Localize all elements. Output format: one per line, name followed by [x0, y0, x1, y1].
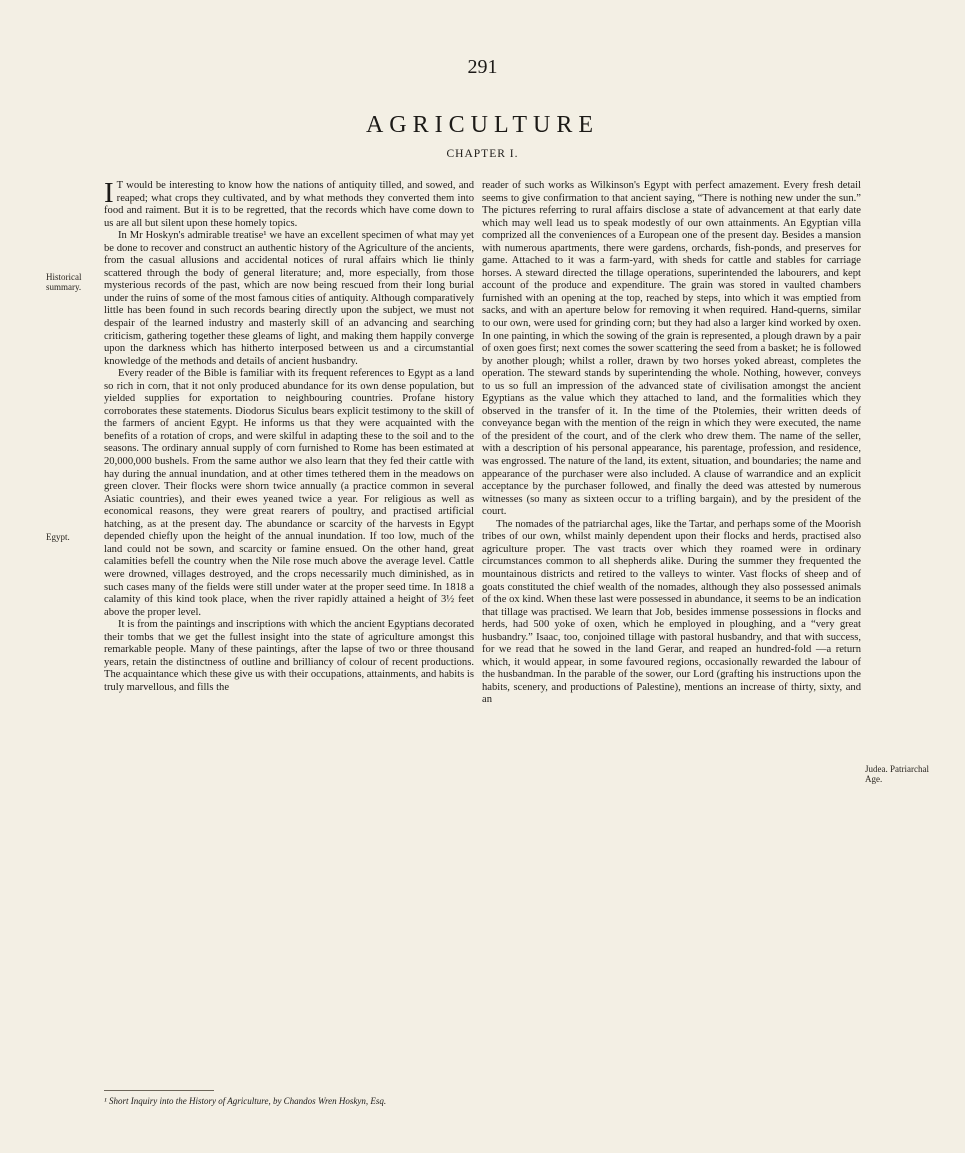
- paragraph-intro: I T would be interesting to know how the nations of antiquity tilled, and sowed, and reaped; what crops they cultivated, and by what methods they converted them into food and raiment. But it is to be regretted, that the records which have come down to us are all but silent upon these homely topics.: [104, 177, 474, 229]
- page-number: 291: [467, 56, 498, 78]
- margin-note-judea: Judea. Patriarchal Age.: [865, 764, 929, 784]
- paragraph-historical-summary: In Mr Hoskyn's admirable treatise¹ we have an excellent specimen of what may yet be done to recover and construct an authentic history of the Agriculture of the ancients, from the casual allusions and accidental notices of rural affairs which lie thinly scattered through the body of general literature; and, more especially, from those mysterious records of the past, which are now being rescued from their long burial under the ruins of some of the most famous cities of antiquity. Although comparatively little has been found in such records bearing directly upon the subject, we must not despair of the learned industry and masterly skill of an advancing and searching criticism, gathering together these gleams of light, and making them happily converge upon the darkness which has hitherto interposed between us and a circumstantial knowledge of the methods and details of ancient husbandry.: [104, 230, 474, 367]
- margin-note-egypt: Egypt.: [46, 532, 70, 542]
- chapter-heading: AGRICULTURE: [365, 112, 600, 138]
- paragraph-paintings: It is from the paintings and inscriptions with which the ancient Egyptians decorated their tombs that we get the fullest insight into the state of agriculture amongst this remarkable people. Many of these paintings, after the lapse of two or three thousand years, retain the distinctness of outline and brilliancy of colour of recent productions. The acquaintance which these give us with their occupations, attainments, and habits is truly marvellous, and fills the: [104, 619, 474, 693]
- chapter-label: CHAPTER I.: [446, 148, 519, 160]
- paragraph-egypt: Every reader of the Bible is familiar with its frequent references to Egypt as a land so rich in corn, that it not only produced abundance for its own dense population, but yielded supplies for exportation to neighbouring countries. Profane history corroborates these statements. Diodorus Siculus bears explicit testimony to the skill of the farmers of ancient Egypt. He informs us that they were acquainted with the benefits of a rotation of crops, and were skilful in adapting these to the soil and to the seasons. The ordinary annual supply of corn furnished to Rome has been estimated at 20,000,000 bushels. From the same author we also learn that they fed their cattle with hay during the annual inundation, and at other times tethered them in the meadows on green clover. Their flocks were shorn twice annually (a practice common in several Asiatic countries), and their ewes yeaned twice a year. For religious as well as economical reasons, they were great rearers of poultry, and practised artificial hatching, as at the present day. The abundance or scarcity of the harvests in Egypt depended chiefly upon the height of the annual inundation. If too low, much of the land could not be sown, and scarcity or famine ensued. On the other hand, great calamities befell the country when the Nile rose much above the average level. Cattle were drowned, villages destroyed, and the crops necessarily much diminished, as in such cases many of the fields were still under water at the proper seed time. In 1818 a calamity of this kind took place, when the river rapidly attained a height of 3½ feet above the proper level.: [104, 368, 474, 618]
- paragraph-wilkinson: reader of such works as Wilkinson's Egypt with perfect amazement. Every fresh detail seems to give confirmation to that ancient saying, “There is nothing new under the sun.” The pictures referring to rural affairs disclose a state of advancement at that early date which may well lead us to speak modestly of our own attainments. An Egyptian villa comprized all the conveniences of a European one of the present day. Besides a mansion with numerous apartments, there were gardens, orchards, fish-ponds, and preserves for game. Attached to it was a farm-yard, with sheds for cattle and stables for carriage horses. A steward directed the tillage operations, superintended the labourers, and kept account of the produce and expenditure. The grain was stored in vaulted chambers furnished with an opening at the top, reached by steps, into which it was emptied from sacks, and with an aperture below for removing it when required. Hand-querns, similar to our own, were used for grinding corn; but they had also a larger kind worked by oxen. In one painting, in which the sowing of the grain is represented, a plough drawn by a pair of oxen goes first; next comes the sower scattering the seed from a basket; he is followed by another plough; whilst a roller, drawn by two horses yoked abreast, completes the operation. The steward stands by superintending the whole. Nothing, however, conveys to us so full an impression of the advanced state of civilisation amongst the ancient Egyptians as the value which they attached to land, and the formalities which they observed in the transfer of it. In the time of the Ptolemies, their written deeds of conveyance began with the mention of the reign in which they were executed, the name of the president of the court, and of the clerk who drew them. The name of the seller, with a description of his personal appearance, his parentage, profession, and residence, was engrossed. The nature of the land, its extent, situation, and boundaries; the name and appearance of the purchaser were also included. A clause of warrandice and an explicit acceptance by the purchaser followed, and finally the deed was attested by numerous witnesses (so many as sixteen occur to a trifling bargain), and by the president of the court.: [482, 180, 861, 518]
- right-column: [482, 180, 861, 707]
- margin-note-historical: Historical summary.: [46, 272, 82, 292]
- left-column: [104, 177, 474, 694]
- drop-cap: I: [104, 177, 114, 209]
- paragraph-nomades: The nomades of the patriarchal ages, like the Tartar, and perhaps some of the Moorish tribes of our own, whilst mainly dependent upon their flocks and herds, practised also agriculture proper. The vast tracts over which they roamed were in ordinary circumstances common to all shepherds alike. During the summer they frequented the mountainous districts and retired to the valleys to winter. Vast flocks of sheep and of goats constituted the chief wealth of the nomades, although they also possessed animals of the ox kind. When these last were possessed in abundance, it seems to be an indication that tillage was practised. We learn that Job, besides immense possessions in flocks and herds, had 500 yoke of oxen, which he employed in ploughing, and a “very great husbandry.” Isaac, too, conjoined tillage with pastoral husbandry, and that with success, for we read that he sowed in the land Gerar, and reaped an hundred-fold —a return which, it would appear, in some favoured regions, occasionally rewarded the labour of the husbandman. In the parable of the sower, our Lord (grafting his instructions upon the habits, scenery, and productions of Palestine), mentions an increase of thirty, sixty, and an: [482, 518, 861, 706]
- footnote-divider: [104, 1090, 214, 1091]
- footnote: ¹ Short Inquiry into the History of Agriculture, by Chandos Wren Hoskyn, Esq.: [104, 1096, 387, 1106]
